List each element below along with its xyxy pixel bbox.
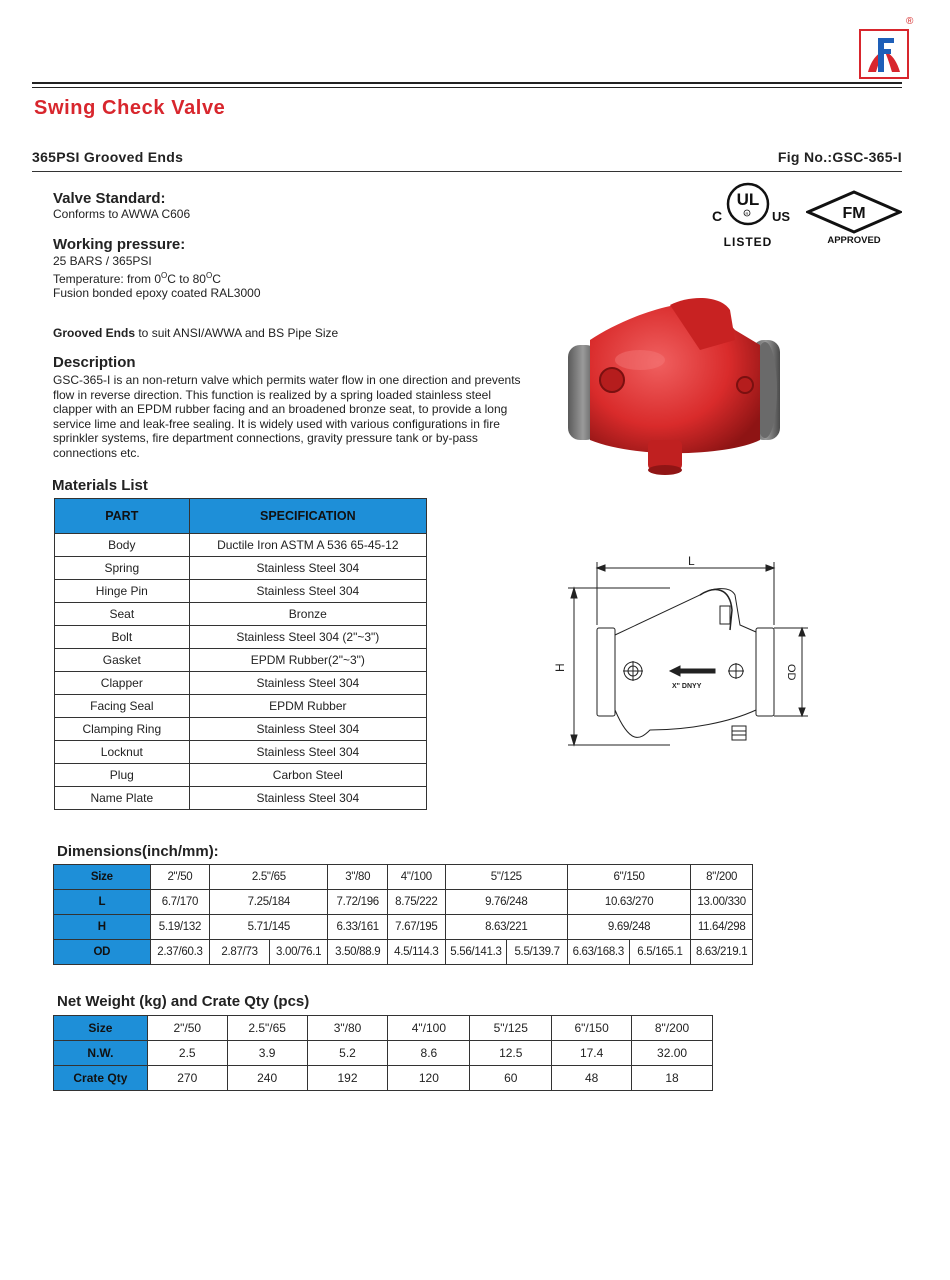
coating-line: Fusion bonded epoxy coated RAL3000	[53, 286, 261, 301]
part-cell: Clapper	[55, 672, 190, 695]
dim-size-cell: 5"/125	[445, 865, 567, 890]
header-rule	[32, 82, 902, 84]
table-row	[55, 741, 427, 764]
part-cell: Hinge Pin	[55, 580, 190, 603]
table-row	[55, 557, 427, 580]
row-header-l: L	[54, 890, 151, 915]
dim-h-cell: 9.69/248	[567, 915, 690, 940]
svg-text:LISTED: LISTED	[723, 235, 773, 249]
part-cell: Body	[55, 534, 190, 557]
page-subtitle: 365PSI Grooved Ends	[32, 149, 184, 165]
dim-l-cell: 13.00/330	[691, 890, 753, 915]
dim-l-cell: 8.75/222	[388, 890, 446, 915]
dim-l-cell: 7.25/184	[210, 890, 328, 915]
svg-text:UL: UL	[736, 190, 760, 209]
spec-cell: Stainless Steel 304	[189, 741, 426, 764]
row-header-crate: Crate Qty	[54, 1066, 148, 1091]
nw-size-cell: 2"/50	[147, 1016, 227, 1041]
spec-cell: Stainless Steel 304	[189, 580, 426, 603]
dim-size-cell: 2"/50	[150, 865, 210, 890]
table-row	[54, 915, 753, 940]
pressure-line: 25 BARS / 365PSI	[53, 254, 152, 268]
dim-size-cell: 8"/200	[691, 865, 753, 890]
column-header-specification: SPECIFICATION	[189, 499, 426, 534]
nw-crate-cell: 270	[147, 1066, 227, 1091]
working-pressure-heading: Working pressure:	[53, 236, 186, 253]
svg-text:C: C	[712, 208, 723, 224]
figure-number: Fig No.:GSC-365-I	[777, 149, 902, 165]
nw-weight-cell: 32.00	[632, 1041, 713, 1066]
spec-cell: Stainless Steel 304	[189, 787, 426, 810]
part-cell: Seat	[55, 603, 190, 626]
svg-text:US: US	[772, 209, 791, 224]
net-weight-heading: Net Weight (kg) and Crate Qty (pcs)	[57, 993, 310, 1010]
net-weight-table	[53, 1015, 713, 1091]
dim-size-cell: 3"/80	[328, 865, 388, 890]
nw-crate-cell: 60	[470, 1066, 552, 1091]
valve-product-photo	[560, 290, 790, 480]
nw-crate-cell: 240	[227, 1066, 307, 1091]
nw-size-cell: 5"/125	[470, 1016, 552, 1041]
spec-cell: Stainless Steel 304	[189, 672, 426, 695]
nw-weight-cell: 8.6	[388, 1041, 470, 1066]
materials-table	[54, 498, 427, 810]
dim-od-cell: 6.63/168.3	[567, 940, 629, 965]
spec-cell: EPDM Rubber(2"~3")	[189, 649, 426, 672]
working-pressure-block	[53, 254, 261, 301]
column-header-part: PART	[55, 499, 190, 534]
page-title: Swing Check Valve	[34, 97, 226, 119]
dim-od-cell: 3.50/88.9	[328, 940, 388, 965]
dim-od-cell: 5.56/141.3	[445, 940, 507, 965]
nw-size-cell: 2.5"/65	[227, 1016, 307, 1041]
svg-text:L: L	[688, 554, 695, 568]
table-row	[55, 534, 427, 557]
part-cell: Plug	[55, 764, 190, 787]
company-logo	[858, 28, 910, 80]
dim-h-cell: 7.67/195	[388, 915, 446, 940]
dim-h-cell: 6.33/161	[328, 915, 388, 940]
ul-listed-logo	[706, 180, 796, 250]
table-row	[54, 940, 753, 965]
table-row	[55, 580, 427, 603]
nw-size-cell: 3"/80	[307, 1016, 388, 1041]
dimension-drawing	[550, 550, 820, 770]
table-header-row	[55, 499, 427, 534]
table-row	[55, 649, 427, 672]
svg-text:FM: FM	[842, 205, 866, 222]
table-row	[54, 1041, 713, 1066]
nw-weight-cell: 12.5	[470, 1041, 552, 1066]
table-row	[55, 603, 427, 626]
table-row	[54, 1066, 713, 1091]
table-row	[55, 718, 427, 741]
table-row	[54, 890, 753, 915]
spec-cell: EPDM Rubber	[189, 695, 426, 718]
materials-heading: Materials List	[52, 477, 148, 494]
row-header-nw: N.W.	[54, 1041, 148, 1066]
svg-text:R: R	[745, 211, 749, 216]
registered-mark: ®	[906, 16, 914, 27]
spec-cell: Stainless Steel 304	[189, 718, 426, 741]
part-cell: Bolt	[55, 626, 190, 649]
part-cell: Facing Seal	[55, 695, 190, 718]
header-rule-thin	[32, 87, 902, 88]
description-heading: Description	[53, 354, 136, 371]
spec-cell: Carbon Steel	[189, 764, 426, 787]
dim-h-cell: 11.64/298	[691, 915, 753, 940]
dim-size-cell: 2.5"/65	[210, 865, 328, 890]
grooved-ends-line: Grooved Ends to suit ANSI/AWWA and BS Pipe Size	[53, 326, 339, 340]
table-row	[55, 672, 427, 695]
nw-crate-cell: 18	[632, 1066, 713, 1091]
svg-text:APPROVED: APPROVED	[827, 235, 881, 246]
subtitle-rule	[32, 171, 902, 172]
nw-crate-cell: 48	[552, 1066, 632, 1091]
description-text: GSC-365-I is an non-return valve which permits water flow in one direction and prevents flow in reverse direction. This function is realized by a spring loaded stainless steel clapper with an EPDM rubber facing and an broadened bronze seat, to provide a long service lime and leak-free sealing. It is widely used with various configurations in fire sprinkler systems, fire department connections, gravity pressure tank or by-pass connections etc.	[53, 373, 521, 460]
dim-h-cell: 5.71/145	[210, 915, 328, 940]
nw-weight-cell: 17.4	[552, 1041, 632, 1066]
dim-od-cell: 6.5/165.1	[629, 940, 691, 965]
dimensions-heading: Dimensions(inch/mm):	[57, 843, 219, 860]
row-header-h: H	[54, 915, 151, 940]
nw-weight-cell: 5.2	[307, 1041, 388, 1066]
table-row	[55, 764, 427, 787]
dim-l-cell: 7.72/196	[328, 890, 388, 915]
part-cell: Clamping Ring	[55, 718, 190, 741]
svg-text:H: H	[553, 663, 567, 672]
part-cell: Locknut	[55, 741, 190, 764]
part-cell: Gasket	[55, 649, 190, 672]
dim-od-cell: 2.87/73	[210, 940, 270, 965]
spec-cell: Ductile Iron ASTM A 536 65-45-12	[189, 534, 426, 557]
table-row	[55, 626, 427, 649]
dim-h-cell: 8.63/221	[445, 915, 567, 940]
nw-crate-cell: 120	[388, 1066, 470, 1091]
nw-size-cell: 8"/200	[632, 1016, 713, 1041]
dim-od-cell: 3.00/76.1	[269, 940, 328, 965]
part-cell: Spring	[55, 557, 190, 580]
dim-od-cell: 4.5/114.3	[388, 940, 446, 965]
row-header-size: Size	[54, 1016, 148, 1041]
dim-od-cell: 8.63/219.1	[691, 940, 753, 965]
spec-cell: Stainless Steel 304 (2"~3")	[189, 626, 426, 649]
dim-l-cell: 9.76/248	[445, 890, 567, 915]
nw-size-cell: 4"/100	[388, 1016, 470, 1041]
dim-l-cell: 10.63/270	[567, 890, 690, 915]
spec-cell: Stainless Steel 304	[189, 557, 426, 580]
dim-od-cell: 2.37/60.3	[150, 940, 210, 965]
table-row	[54, 865, 753, 890]
dim-h-cell: 5.19/132	[150, 915, 210, 940]
fm-approved-logo	[806, 190, 902, 246]
table-row	[55, 787, 427, 810]
svg-text:X" DNYY: X" DNYY	[672, 683, 702, 690]
nw-weight-cell: 2.5	[147, 1041, 227, 1066]
svg-text:OD: OD	[785, 664, 797, 681]
valve-standard-heading: Valve Standard:	[53, 190, 166, 207]
nw-size-cell: 6"/150	[552, 1016, 632, 1041]
part-cell: Name Plate	[55, 787, 190, 810]
row-header-od: OD	[54, 940, 151, 965]
dim-size-cell: 4"/100	[388, 865, 446, 890]
dimensions-table	[53, 864, 753, 965]
dim-size-cell: 6"/150	[567, 865, 690, 890]
table-row	[54, 1016, 713, 1041]
temperature-line: Temperature: from $0^OC$ to $80^OC$	[53, 270, 221, 286]
table-row	[55, 695, 427, 718]
spec-cell: Bronze	[189, 603, 426, 626]
nw-crate-cell: 192	[307, 1066, 388, 1091]
dim-od-cell: 5.5/139.7	[507, 940, 568, 965]
dim-l-cell: 6.7/170	[150, 890, 210, 915]
nw-weight-cell: 3.9	[227, 1041, 307, 1066]
row-header-size: Size	[54, 865, 151, 890]
valve-standard-text: Conforms to AWWA C606	[53, 207, 191, 221]
